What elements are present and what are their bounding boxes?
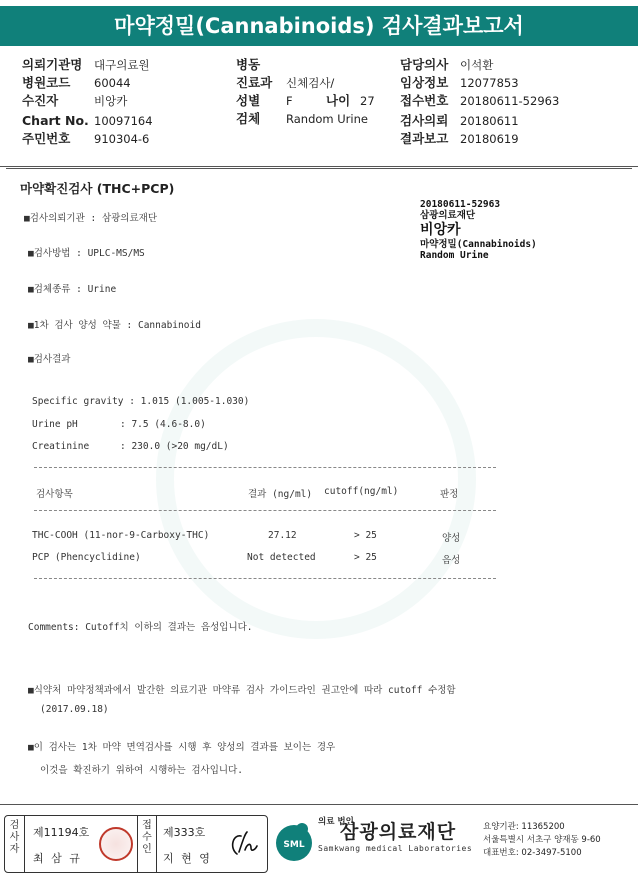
receiver-license: 제333호 [163,826,206,839]
line-ph-label: Urine pH [32,419,78,430]
logo-text: SML [283,840,305,850]
info-label: 임상정보 [400,75,449,90]
line-ph-value: : 7.5 (4.6-8.0) [120,419,206,430]
receiver-label: 접수인 [137,816,157,872]
receiver-name: 지 현 영 [163,852,212,865]
info-institution [22,58,150,72]
org-type: 의료 법인 [318,817,354,827]
note-purpose-cont: 이것을 확진하기 위하여 시행하는 검사입니다. [40,765,243,776]
cell-item: PCP (Phencyclidine) [32,552,141,563]
age-label: 나이 [326,93,351,108]
footer [0,804,638,879]
info-value: 10097164 [94,114,153,128]
section-title: 마약확진검사 (THC+PCP) [20,181,175,196]
info-value: 20180611-52963 [460,94,560,108]
info-ward [236,58,286,72]
org-name-english: Samkwang medical Laboratories [318,844,473,853]
line-results-heading: ■검사결과 [28,354,71,365]
patient-info-panel [0,52,638,167]
col-header-judgement: 판정 [440,489,459,500]
table-rule-top [34,467,496,468]
cell-result: Not detected [247,552,316,563]
label-receipt-no: 20180611-52963 [420,199,501,210]
cell-cutoff: > 25 [354,530,377,541]
phone: 대표번호: 02-3497-5100 [483,848,582,858]
info-value: 이석환 [460,58,494,72]
line-specimen: ■검체종류 : Urine [28,284,117,295]
line-creatinine-label: Creatinine [32,441,90,452]
col-header-item: 검사항목 [36,489,73,500]
cell-judgement: 음성 [442,555,461,566]
cell-result: 27.12 [268,530,297,541]
info-clinical [400,76,519,90]
org-block [318,817,472,853]
info-report-date [400,132,519,146]
line-positive-drug: ■1차 검사 양성 약물 : Cannabinoid [28,320,201,331]
contact-block [483,821,601,860]
report-title: 마약정밀(Cannabinoids) 검사결과보고서 [0,6,638,46]
info-department [236,76,334,90]
info-value: 60044 [94,76,131,90]
info-value: 910304-6 [94,132,150,146]
label-specimen: Random Urine [420,250,489,261]
note-guideline-date: (2017.09.18) [40,704,109,715]
info-label: 검사의뢰 [400,113,449,128]
cell-item: THC-COOH (11-nor-9-Carboxy-THC) [32,530,210,541]
col-header-result: 결과 (ng/ml) [248,489,313,500]
signature-box [4,815,268,873]
label-org: 삼광의료재단 [420,210,476,221]
info-chart-no [22,114,153,128]
info-receipt-no [400,94,559,108]
info-label: 의뢰기관명 [22,57,83,72]
table-rule-bottom [34,578,496,579]
cell-judgement: 양성 [442,533,461,544]
org-name: 삼광의료재단 [340,821,457,843]
info-label: 주민번호 [22,131,71,146]
line-institution: ■검사의뢰기관 : 삼광의료재단 [24,213,158,224]
watermark-emblem [156,319,476,639]
info-patient [22,94,127,108]
sml-logo-icon [272,819,316,863]
line-method: ■검사방법 : UPLC-MS/MS [28,248,145,259]
info-value: 비앙카 [94,94,128,108]
info-request-date [400,114,519,128]
info-value: 신체검사/ [286,76,335,90]
info-label: Chart No. [22,113,89,128]
col-header-cutoff: cutoff(ng/ml) [324,486,399,497]
examiner-label: 검사자 [5,816,25,872]
info-label: 담당의사 [400,57,449,72]
info-label: 성별 [236,93,261,108]
line-creatinine-value: : 230.0 (>20 mg/dL) [120,441,229,452]
specimen-label [420,199,570,261]
info-label: 결과보고 [400,131,449,146]
info-label: 수진자 [22,93,59,108]
info-label: 진료과 [236,75,273,90]
info-hospital-code [22,76,131,90]
examiner-seal [99,827,133,861]
institution-code: 요양기관: 11365200 [483,822,565,832]
note-guideline: ■식약처 마약정책과에서 발간한 의료기관 마약류 검사 가이드라인 권고안에 따라 cutoff 수정함 [28,685,456,696]
info-value: 대구의료원 [94,58,150,72]
examiner-name: 최 삼 규 [33,852,82,865]
info-value: 20180619 [460,132,519,146]
info-value: 12077853 [460,76,519,90]
info-label: 병동 [236,57,261,72]
label-patient: 비앙카 [420,222,461,238]
info-value: Random Urine [286,112,368,126]
info-label: 접수번호 [400,93,449,108]
info-resident-no [22,132,149,146]
info-sex [236,94,375,108]
examiner-license: 제11194호 [33,826,90,839]
info-doctor [400,58,493,72]
address: 서울특별시 서초구 양재동 9-60 [483,835,601,845]
info-label: 병원코드 [22,75,71,90]
info-specimen [236,112,368,126]
report-body [6,168,632,800]
label-test: 마약정밀(Cannabinoids) [420,239,537,250]
info-value: 20180611 [460,114,519,128]
info-value: F [286,94,293,108]
comments: Comments: Cutoff치 이하의 결과는 음성입니다. [28,622,253,633]
info-label: 검체 [236,111,261,126]
cell-cutoff: > 25 [354,552,377,563]
receiver-signature [227,828,261,860]
note-purpose: ■이 검사는 1차 마약 면역검사를 시행 후 양성의 결과를 보이는 경우 [28,742,336,753]
table-rule-header [34,510,496,511]
age-value: 27 [360,94,375,108]
line-specific-gravity: Specific gravity : 1.015 (1.005-1.030) [32,396,250,407]
